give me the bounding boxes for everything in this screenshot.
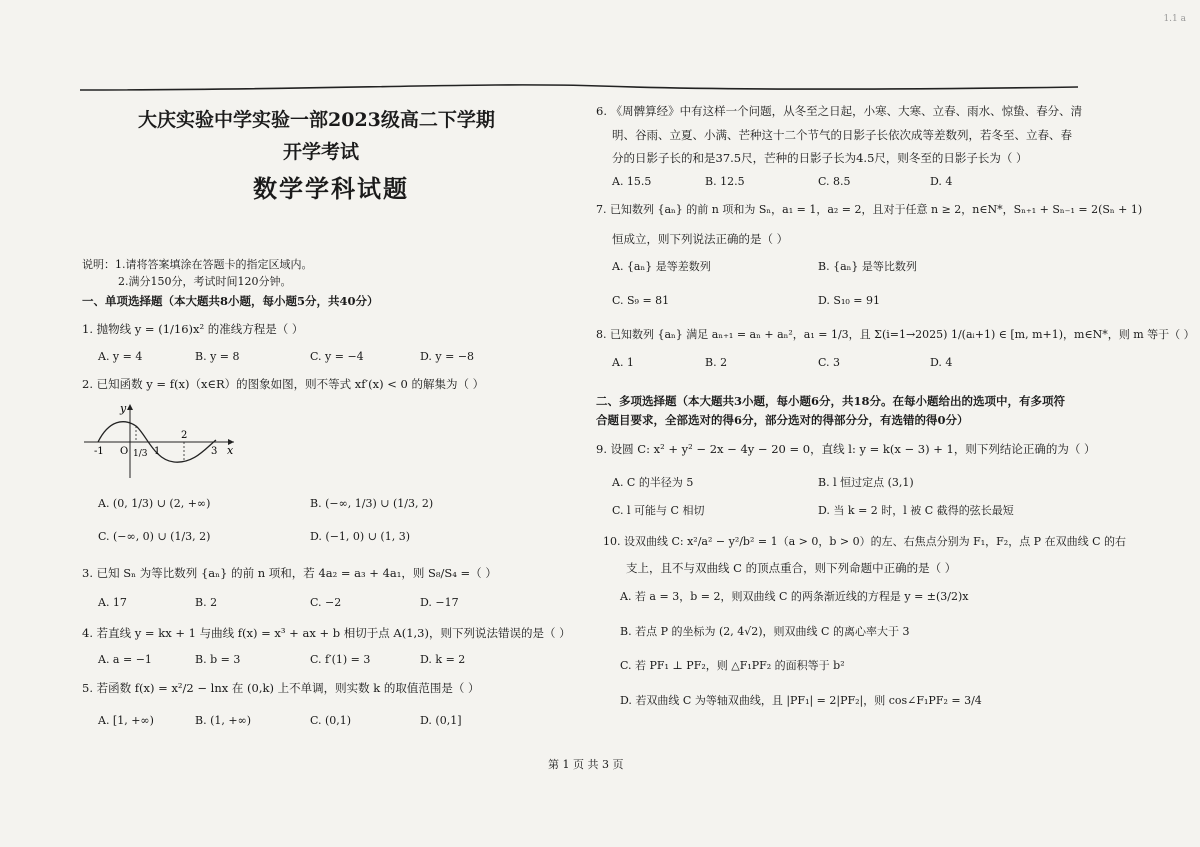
exam-title: 开学考试 [283, 141, 360, 163]
q1-stem: 1. 抛物线 y = (1/16)x² 的准线方程是（ ） [82, 322, 304, 336]
q3-stem: 3. 已知 Sₙ 为等比数列 {aₙ} 的前 n 项和，若 4a₂ = a₃ + 4a₁，则 S₈/S₄ =（ ） [82, 566, 497, 580]
q6-option-c: C. 8.5 [818, 175, 851, 188]
q5-option-d: D. (0,1] [420, 714, 462, 727]
q10-line-2: 支上，且不与双曲线 C 的顶点重合，则下列命题中正确的是（ ） [626, 561, 957, 575]
q1-option-a: A. y = 4 [98, 350, 143, 363]
q6-option-a: A. 15.5 [612, 175, 652, 188]
q1-option-b: B. y = 8 [195, 350, 240, 363]
note-line-1: 说明：1.请将答案填涂在答题卡的指定区域内。 [82, 258, 313, 271]
section-2-heading-line-1: 二、多项选择题（本大题共3小题，每小题6分，共18分。在每小题给出的选项中，有多项符 [596, 394, 1066, 408]
q3-option-d: D. −17 [420, 596, 459, 609]
q3-option-a: A. 17 [98, 596, 127, 609]
function-graph [84, 400, 244, 480]
q6-option-d: D. 4 [930, 175, 953, 188]
q2-option-b: B. (−∞, 1/3) ∪ (1/3, 2) [310, 497, 434, 510]
page-footer: 第 1 页 共 3 页 [548, 758, 624, 771]
q5-stem: 5. 若函数 f(x) = x²/2 − lnx 在 (0,k) 上不单调，则实数 k 的取值范围是（ ） [82, 681, 480, 695]
graph-tick-1: 1 [154, 446, 161, 457]
graph-tick-third: 1/3 [133, 449, 148, 459]
q10-option-a: A. 若 a = 3，b = 2，则双曲线 C 的两条渐近线的方程是 y = ±(3/2)x [620, 590, 969, 603]
q10-option-c: C. 若 PF₁ ⊥ PF₂，则 △F₁PF₂ 的面积等于 b² [620, 659, 845, 672]
q6-line-2: 明、谷雨、立夏、小满、芒种这十二个节气的日影子长依次成等差数列，若冬至、立春、春 [612, 128, 1072, 142]
graph-y-label: y [120, 402, 127, 415]
q1-option-c: C. y = −4 [310, 350, 364, 363]
q8-option-a: A. 1 [612, 356, 634, 369]
graph-origin: O [120, 446, 129, 457]
q5-option-c: C. (0,1) [310, 714, 352, 727]
q4-option-a: A. a = −1 [98, 653, 152, 666]
q2-stem: 2. 已知函数 y = f(x)（x∈R）的图象如图，则不等式 xf′(x) < 0 的解集为（ ） [82, 377, 485, 391]
note-line-2: 2.满分150分，考试时间120分钟。 [118, 275, 292, 288]
q4-option-b: B. b = 3 [195, 653, 241, 666]
section-2-heading-line-2: 合题目要求，全部选对的得6分，部分选对的得部分分，有选错的得0分） [596, 413, 969, 427]
q7-option-d: D. S₁₀ = 91 [818, 294, 880, 307]
q5-option-a: A. [1, +∞) [98, 714, 154, 727]
q9-option-b: B. l 恒过定点 (3,1) [818, 476, 914, 489]
q6-option-b: B. 12.5 [705, 175, 745, 188]
q4-stem: 4. 若直线 y = kx + 1 与曲线 f(x) = x³ + ax + b 相切于点 A(1,3)，则下列说法错误的是（ ） [82, 626, 571, 640]
graph-tick-3: 3 [211, 446, 218, 457]
q9-option-a: A. C 的半径为 5 [612, 476, 694, 489]
q8-option-d: D. 4 [930, 356, 953, 369]
corner-mark: 1.1 a [1163, 14, 1186, 24]
q3-option-b: B. 2 [195, 596, 218, 609]
q4-option-d: D. k = 2 [420, 653, 466, 666]
q10-line-1: 10. 设双曲线 C: x²/a² − y²/b² = 1（a > 0，b > 0）的左、右焦点分别为 F₁，F₂，点 P 在双曲线 C 的右 [603, 535, 1126, 548]
q8-option-c: C. 3 [818, 356, 841, 369]
graph-tick-neg1: -1 [94, 446, 104, 457]
q9-option-d: D. 当 k = 2 时，l 被 C 截得的弦长最短 [818, 504, 1014, 517]
q9-option-c: C. l 可能与 C 相切 [612, 504, 705, 517]
q2-option-d: D. (−1, 0) ∪ (1, 3) [310, 530, 410, 543]
graph-x-label: x [227, 444, 234, 457]
q3-option-c: C. −2 [310, 596, 342, 609]
graph-tick-2: 2 [181, 430, 188, 441]
q7-line-1: 7. 已知数列 {aₙ} 的前 n 项和为 Sₙ，a₁ = 1，a₂ = 2，且对于任意 n ≥ 2，n∈N*，Sₙ₊₁ + Sₙ₋₁ = 2(Sₙ + 1) [596, 203, 1143, 216]
q1-option-d: D. y = −8 [420, 350, 475, 363]
section-1-heading: 一、单项选择题（本大题共8小题，每小题5分，共40分） [82, 294, 379, 308]
q5-option-b: B. (1, +∞) [195, 714, 252, 727]
q8-option-b: B. 2 [705, 356, 728, 369]
q4-option-c: C. f′(1) = 3 [310, 653, 371, 666]
top-rule [80, 84, 1078, 92]
q2-option-c: C. (−∞, 0) ∪ (1/3, 2) [98, 530, 211, 543]
q7-option-a: A. {aₙ} 是等差数列 [612, 260, 711, 273]
q7-option-c: C. S₉ = 81 [612, 294, 670, 307]
q7-option-b: B. {aₙ} 是等比数列 [818, 260, 917, 273]
q9-stem: 9. 设圆 C: x² + y² − 2x − 4y − 20 = 0，直线 l: y = k(x − 3) + 1，则下列结论正确的为（ ） [596, 442, 1096, 456]
subject-title: 数学学科试题 [253, 174, 409, 203]
q6-line-1: 6. 《周髀算经》中有这样一个问题，从冬至之日起，小寒、大寒、立春、雨水、惊蛰、春分、清 [596, 104, 1083, 118]
q2-option-a: A. (0, 1/3) ∪ (2, +∞) [98, 497, 211, 510]
school-title: 大庆实验中学实验一部2023级高二下学期 [138, 109, 495, 131]
q8-stem: 8. 已知数列 {aₙ} 满足 aₙ₊₁ = aₙ + aₙ²，a₁ = 1/3，且 Σ(i=1→2025) 1/(aᵢ+1) ∈ [m, m+1)，m∈N*，则 m 等于（ ） [596, 328, 1195, 341]
q10-option-d: D. 若双曲线 C 为等轴双曲线，且 |PF₁| = 2|PF₂|，则 cos∠F₁PF₂ = 3/4 [620, 694, 982, 707]
q10-option-b: B. 若点 P 的坐标为 (2, 4√2)，则双曲线 C 的离心率大于 3 [620, 625, 910, 638]
q6-line-3: 分的日影子长的和是37.5尺，芒种的日影子长为4.5尺，则冬至的日影子长为（ ） [612, 151, 1028, 165]
q7-line-2: 恒成立，则下列说法正确的是（ ） [612, 232, 789, 246]
